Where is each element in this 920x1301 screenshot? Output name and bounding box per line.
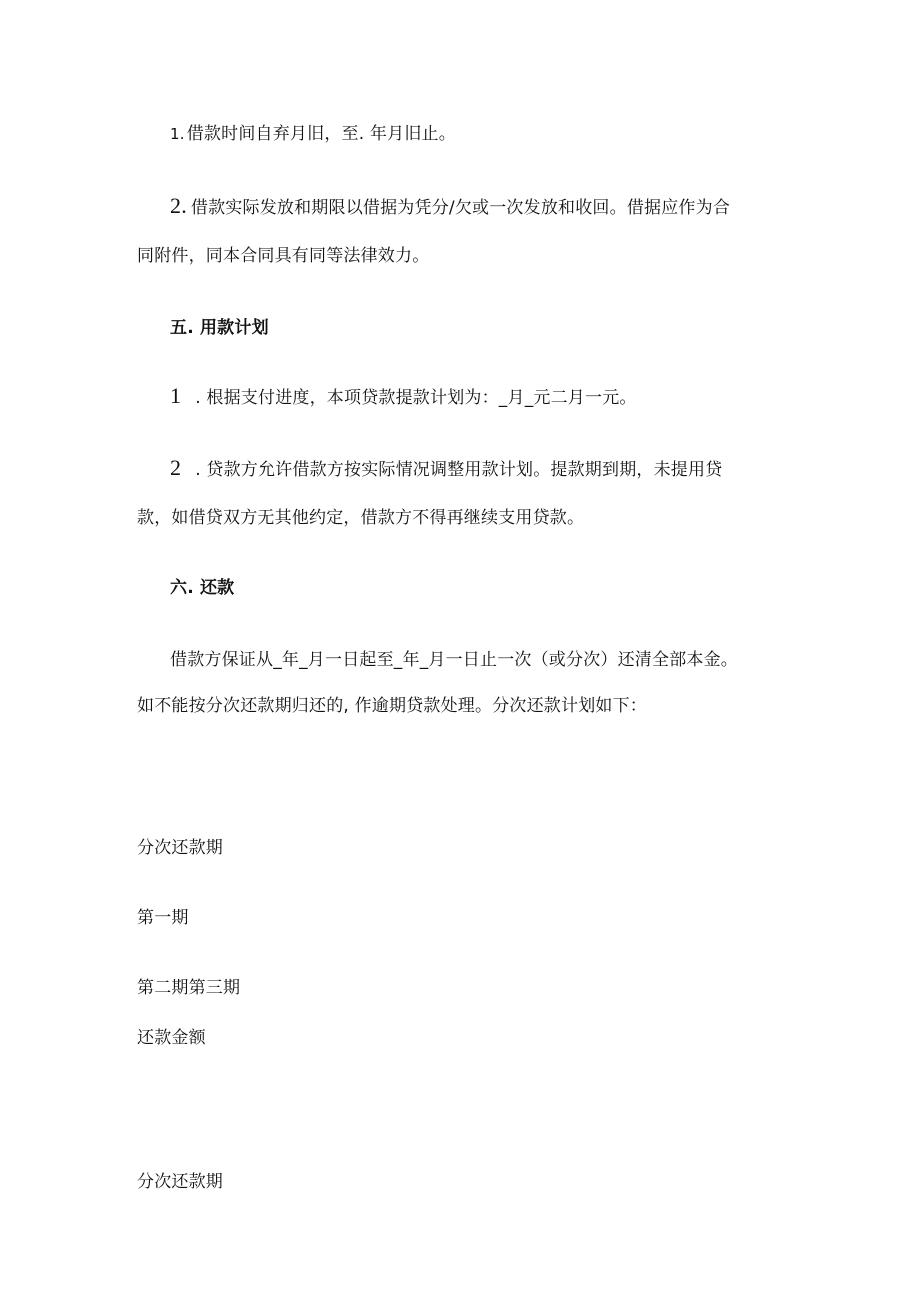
section4-item1: [170, 122, 790, 146]
repayment-amount-label: 还款金额: [137, 1028, 206, 1048]
item-text: . 根据支付进度，本项贷款提款计划为：_月_元二月一元。: [195, 388, 637, 408]
section5-heading: 五. 用款计划: [170, 318, 269, 338]
item-number: 2.: [170, 193, 187, 218]
item-number: 2: [170, 455, 182, 480]
period-1: 第一期: [137, 908, 189, 928]
item-number: 1: [170, 383, 182, 408]
section6-paragraph-line1: 借款方保证从_年_月一日起至_年_月一日止一次（或分次）还清全部本金。: [170, 650, 738, 670]
section5-item2-line2: 款，如借贷双方无其他约定，借款方不得再继续支用贷款。: [137, 508, 585, 528]
period-2-3: 第二期第三期: [137, 978, 241, 998]
section6-paragraph-line2: 如不能按分次还款期归还的, 作逾期贷款处理。分次还款计划如下：: [137, 696, 648, 716]
section6-heading: 六. 还款: [170, 578, 235, 598]
item-text: . 贷款方允许借款方按实际情况调整用款计划。提款期到期，未提用贷: [195, 460, 723, 480]
repayment-period-label: 分次还款期: [137, 838, 223, 858]
item-text: 借款实际发放和期限以借据为凭分/欠或一次发放和收回。借据应作为合: [190, 198, 731, 218]
section4-item2-line2: 同附件，同本合同具有同等法律效力。: [137, 246, 430, 266]
repayment-period-label-repeat: 分次还款期: [137, 1172, 223, 1192]
section5-item2-line1: [170, 456, 790, 482]
item-text: 借款时间自弃月旧，至. 年月旧止。: [186, 124, 456, 144]
item-number: 1.: [170, 125, 185, 143]
section4-item2-line1: [170, 194, 790, 220]
section5-item1: [170, 384, 790, 410]
